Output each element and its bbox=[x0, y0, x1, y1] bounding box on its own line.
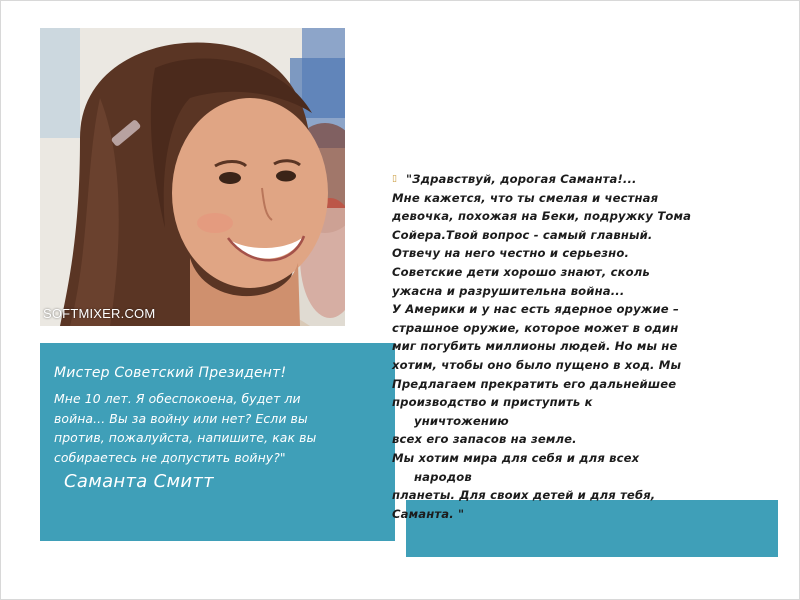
letter-body: Мне 10 лет. Я обеспокоена, будет ли война... Вы за войну или нет? Если вы против, пожалуйста, напишите, как вы собираетесь не допустить войну?" bbox=[54, 391, 317, 465]
reply-line: девочка, похожая на Беки, подружку Тома bbox=[392, 209, 692, 224]
reply-line: Сойера.Твой вопрос - самый главный. bbox=[392, 227, 653, 242]
letter-box bbox=[40, 343, 395, 541]
reply-line bbox=[392, 170, 792, 189]
reply-line: всех его запасов на земле. bbox=[392, 432, 577, 447]
reply-line: планеты. Для своих детей и для тебя, bbox=[392, 488, 656, 503]
bullet-icon: ▯ bbox=[392, 174, 398, 184]
reply-line: Отвечу на него честно и серьезно. bbox=[392, 246, 630, 261]
reply-line: народов bbox=[414, 469, 472, 484]
reply-line: Предлагаем прекратить его дальнейшее bbox=[392, 376, 677, 391]
reply-text bbox=[392, 170, 792, 523]
reply-line: производство и приступить к bbox=[392, 395, 593, 410]
reply-line: страшное оружие, которое может в один bbox=[392, 320, 679, 335]
reply-line: миг погубить миллионы людей. Но мы не bbox=[392, 339, 678, 354]
reply-line-text: "Здравствуй, дорогая Саманта!... bbox=[406, 172, 637, 186]
reply-line: Мне кажется, что ты смелая и честная bbox=[392, 190, 659, 205]
reply-line: ужасна и разрушительна война... bbox=[392, 283, 625, 298]
portrait-photo bbox=[40, 28, 345, 326]
reply-line: Саманта. " bbox=[392, 506, 465, 521]
photo-watermark: SOFTMIXER.COM bbox=[43, 306, 156, 321]
reply-line: хотим, чтобы оно было пущено в ход. Мы bbox=[392, 357, 682, 372]
reply-line: Мы хотим мира для себя и для всех bbox=[392, 450, 640, 465]
portrait-illustration bbox=[40, 28, 345, 326]
reply-line: уничтожению bbox=[414, 413, 509, 428]
letter-signature: Саманта Смитт bbox=[64, 471, 214, 492]
reply-line: Советские дети хорошо знают, сколь bbox=[392, 264, 650, 279]
letter-heading: Мистер Советский Президент! bbox=[54, 365, 287, 381]
reply-line: У Америки и у нас есть ядерное оружие – bbox=[392, 302, 679, 317]
